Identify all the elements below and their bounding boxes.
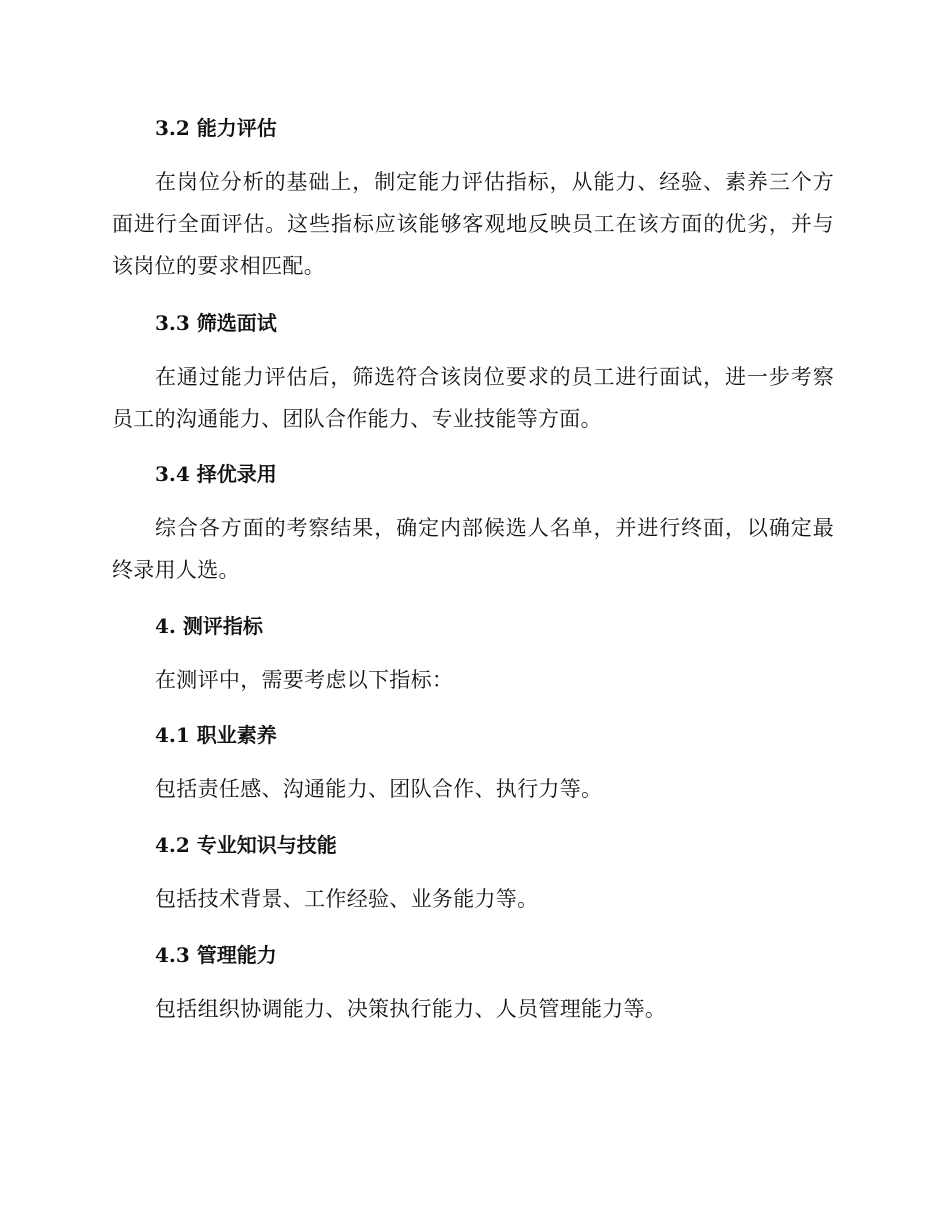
section-heading-3-3: 3.3 筛选面试 [155, 311, 277, 335]
section-heading-4-2: 4.2 专业知识与技能 [155, 833, 337, 857]
section-text-4: 在测评中，需要考虑以下指标： [155, 668, 454, 692]
section-text-3-4: 综合各方面的考察结果，确定内部候选人名单，并进行终面，以确定最终录用人选。 [112, 516, 834, 582]
section-heading-3-4: 3.4 择优录用 [155, 462, 277, 486]
section-heading-4: 4. 测评指标 [155, 614, 263, 638]
section-text-4-1: 包括责任感、沟通能力、团队合作、执行力等。 [155, 777, 603, 801]
section-heading-4-1: 4.1 职业素养 [155, 723, 277, 747]
section-heading-4-3: 4.3 管理能力 [155, 943, 277, 967]
section-text-4-2: 包括技术背景、工作经验、业务能力等。 [155, 887, 539, 911]
section-text-3-2: 在岗位分析的基础上，制定能力评估指标，从能力、经验、素养三个方面进行全面评估。这些指标应该能够客观地反映员工在该方面的优劣，并与该岗位的要求相匹配。 [112, 170, 834, 278]
section-heading-3-2: 3.2 能力评估 [155, 116, 277, 140]
section-text-4-3: 包括组织协调能力、决策执行能力、人员管理能力等。 [155, 997, 667, 1021]
section-text-3-3: 在通过能力评估后，筛选符合该岗位要求的员工进行面试，进一步考察员工的沟通能力、团队合作能力、专业技能等方面。 [112, 365, 834, 431]
